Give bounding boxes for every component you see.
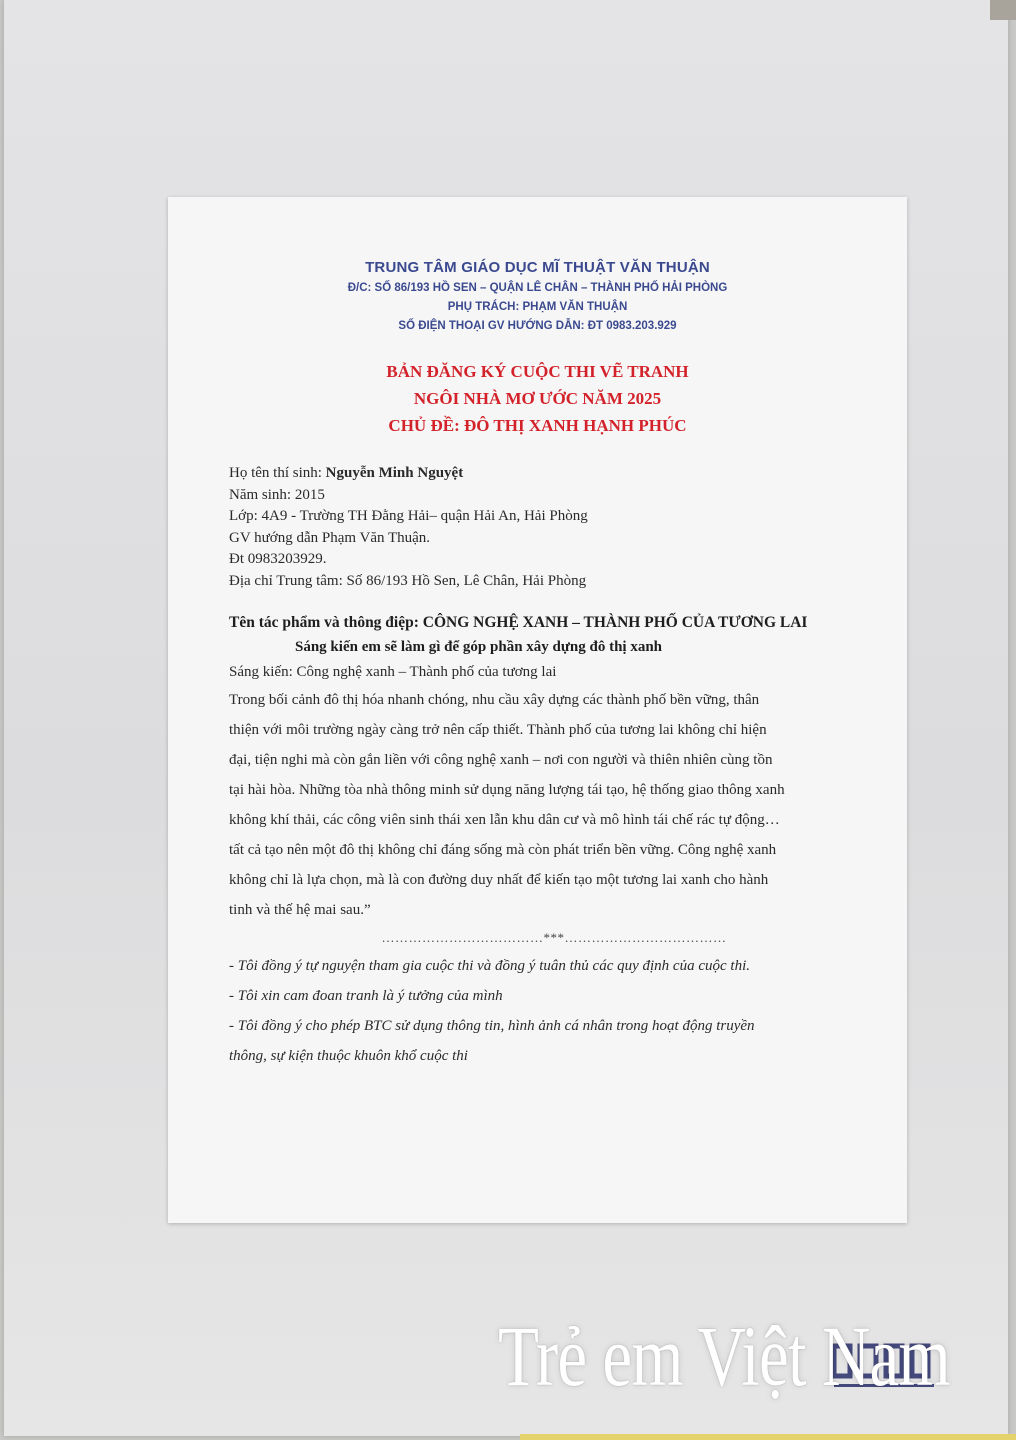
description-line: tinh và thế hệ mai sau.” [229,902,371,918]
description-line: không khí thải, các công viên sinh thái xen lẫn khu dân cư và mô hình tái chế rác tự động… [229,812,780,828]
teacher-phone: SỐ ĐIỆN THOẠI GV HƯỚNG DẪN: ĐT 0983.203.929 [398,320,677,332]
commitment-item: thông, sự kiện thuộc khuôn khổ cuộc thi [229,1048,468,1064]
center-header [168,257,907,336]
artwork-subtitle: Sáng kiến em sẽ làm gì để góp phần xây dựng đô thị xanh [295,639,663,655]
commitments-list [229,951,879,1071]
registration-form-paper [168,197,907,1223]
description-line: tất cả tạo nên một đô thị không chỉ đáng sống mà còn phát triển bền vững. Công nghệ xanh [229,842,777,858]
commitment-item: - Tôi xin cam đoan tranh là ý tưởng của mình [229,988,503,1004]
description-line: không chỉ là lựa chọn, mà là con đường duy nhất để kiến tạo một tương lai xanh cho hành [229,872,769,888]
section-separator: ………………………………***……………………………… [381,930,727,945]
contestant-name-row [229,463,869,485]
contest-theme: CHỦ ĐỀ: ĐÔ THỊ XANH HẠNH PHÚC [388,416,687,435]
commitment-item: - Tôi đồng ý tự nguyện tham gia cuộc thi và đồng ý tuân thủ các quy định của cuộc thi. [229,958,750,974]
artwork-title: Tên tác phẩm và thông điệp: CÔNG NGHỆ XANH – THÀNH PHỐ CỦA TƯƠNG LAI [229,614,808,631]
form-title: BẢN ĐĂNG KÝ CUỘC THI VẼ TRANH [386,362,689,381]
contest-name: NGÔI NHÀ MƠ ƯỚC NĂM 2025 [413,389,662,408]
commitment-item: - Tôi đồng ý cho phép BTC sử dụng thông tin, hình ảnh cá nhân trong hoạt động truyền [229,1018,755,1034]
background-corner [990,0,1016,20]
artwork-section [229,611,879,1071]
site-watermark: Trẻ em Việt Nam [498,1308,950,1404]
class-school: Lớp: 4A9 - Trường TH Đằng Hải– quận Hải An, Hải Phòng [229,508,588,524]
description-line: thiện với môi trường ngày càng trở nên cấp thiết. Thành phố của tương lai không chỉ hiện [229,722,767,738]
birth-year: Năm sinh: 2015 [229,486,325,503]
form-titles [168,358,907,439]
center-address: Đ/C: SỐ 86/193 HỒ SEN – QUẬN LÊ CHÂN – THÀNH PHỐ HẢI PHÒNG [347,282,728,294]
name-label: Họ tên thí sinh: [229,465,326,481]
initiative-line: Sáng kiến: Công nghệ xanh – Thành phố của tương lai [229,664,557,680]
contestant-info [229,463,869,592]
teacher-name: GV hướng dẫn Phạm Văn Thuận. [229,529,431,546]
center-in-charge: PHỤ TRÁCH: PHẠM VĂN THUẬN [447,301,628,313]
contestant-name: Nguyễn Minh Nguyệt [325,465,464,481]
description-line: Trong bối cảnh đô thị hóa nhanh chóng, nhu cầu xây dựng các thành phố bền vững, thân [229,692,760,708]
description-line: tại hài hòa. Những tòa nhà thông minh sử dụng năng lượng tái tạo, hệ thống giao thông xanh [229,782,785,798]
center-name: TRUNG TÂM GIÁO DỤC MĨ THUẬT VĂN THUẬN [365,259,710,276]
center-address-line: Địa chỉ Trung tâm: Số 86/193 Hồ Sen, Lê Chân, Hải Phòng [229,572,587,589]
description-line: đại, tiện nghi mà còn gắn liền với công nghệ xanh – nơi con người và thiên nhiên cùng tồn [229,752,773,768]
artwork-description [229,685,849,925]
contestant-phone: Đt 0983203929. [229,551,327,567]
